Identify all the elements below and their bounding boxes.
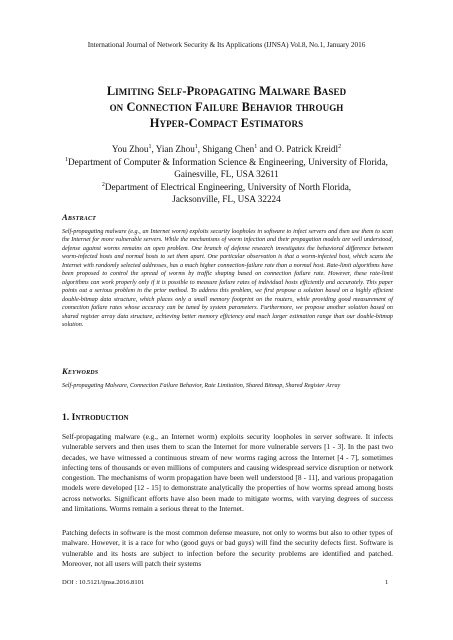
abstract-heading: Abstract [62,212,97,222]
title-line: Limiting Self-Propagating Malware Based [106,84,347,98]
abstract-text: Self-propagating malware (e.g., an Internet worm) exploits security loopholes in software to infect servers and then use them to scan the Internet for more vulnerable servers. While the mechanisms of worm infection and their propagation models are well understood, defense against worms remains an open problem. One branch of defense research investigates the behavioral difference between worm-infected hosts and normal hosts to set them apart. One particular observation is that a worm-infected host, which scans the Internet with randomly selected addresses, has a much higher connection-failure rate than a normal host. Rate-limit algorithms have been proposed to control the spread of worms by traffic shaping based on connection failure rate. However, these rate-limit algorithms can work properly only if it is possible to measure failure rates of individual hosts efficiently and accurately. This paper points out a serious problem in the prior method. To address this problem, we first propose a solution based on a highly efficient double-bitmap data structure, which places only a small memory footprint on the routers, while providing good measurement of connection failure rates whose accuracy can be tuned by system parameters. Furthermore, we propose another solution based on shared register array data structure, achieving better memory efficiency and much larger estimation range than our double-bitmap solution. [62,229,393,328]
affiliation-line: Department of Computer & Information Science & Engineering, University of Florida, [68,156,388,167]
keywords-heading: Keywords [62,366,99,376]
keywords-text: Self-propagating Malware, Connection Failure Behavior, Rate Limitation, Shared Bitmap, Shared Register Array [62,383,341,389]
author-block [40,143,413,206]
author-name: You Zhou [111,144,149,154]
affiliation [40,181,413,194]
journal-header: International Journal of Network Security & Its Applications (IJNSA) Vol.8, No.1, January 2016 [87,41,366,49]
affiliation-line: Jacksonville, FL, USA 32224 [172,194,281,204]
author-name: Shigang Chen [202,144,255,154]
author-affiliation-marker: 2 [338,143,342,150]
author-affiliation-marker: 1 [194,143,198,150]
affiliation-line: Department of Electrical Engineering, University of North Florida, [104,181,352,192]
affiliation-line: Gainesville, FL, USA 32611 [174,169,279,179]
affiliation-marker: 2 [101,181,105,188]
author-separator: , [197,144,203,154]
paper-title [40,83,413,131]
author-name: Yian Zhou [155,144,195,154]
author-and: and [259,144,273,154]
footer-doi: DOI : 10.5121/ijnsa.2016.8101 [62,579,145,586]
body-paragraph: Self-propagating malware (e.g., an Internet worm) exploits security loopholes in server software. It infects vulnerable servers and then uses them to scan the Internet for more vulnerable servers [1 - 3]. In the past two decades, we have witnessed a continuous stream of new worms raging across the Internet [4 - 7], sometimes infecting tens of thousands or even millions of computers and causing widespread service disruption or network congestion. The mechanisms of worm propagation have been well understood [8 - 11], and various propagation models were developed [12 - 15] to demonstrate analytically the properties of how worms spread among hosts across networks. Significant efforts have also been made to mitigate worms, with varying degrees of success and limitations. Worms remain a serious threat to the Internet. [62,432,393,514]
page-number: 1 [385,579,389,586]
section-heading: 1. Introduction [62,412,129,423]
affiliation-marker: 1 [65,156,69,163]
author-affiliation-marker: 1 [254,143,258,150]
title-line: Hyper-Compact Estimators [149,116,304,130]
affiliation [40,156,413,169]
body-paragraph: Patching defects in software is the most common defense measure, not only to worms but also to other types of malware. However, it is a race for who (good guys or bad guys) will find the security defects first. Software is vulnerable and its hosts are subject to infection before the security problems are identified and patched. Moreover, not all users will patch their systems [62,528,393,568]
author-separator: , [151,144,156,154]
author-name: O. Patrick Kreidl [275,144,339,154]
author-names [40,143,413,156]
title-line: on Connection Failure Behavior through [109,100,344,114]
author-affiliation-marker: 1 [148,143,152,150]
